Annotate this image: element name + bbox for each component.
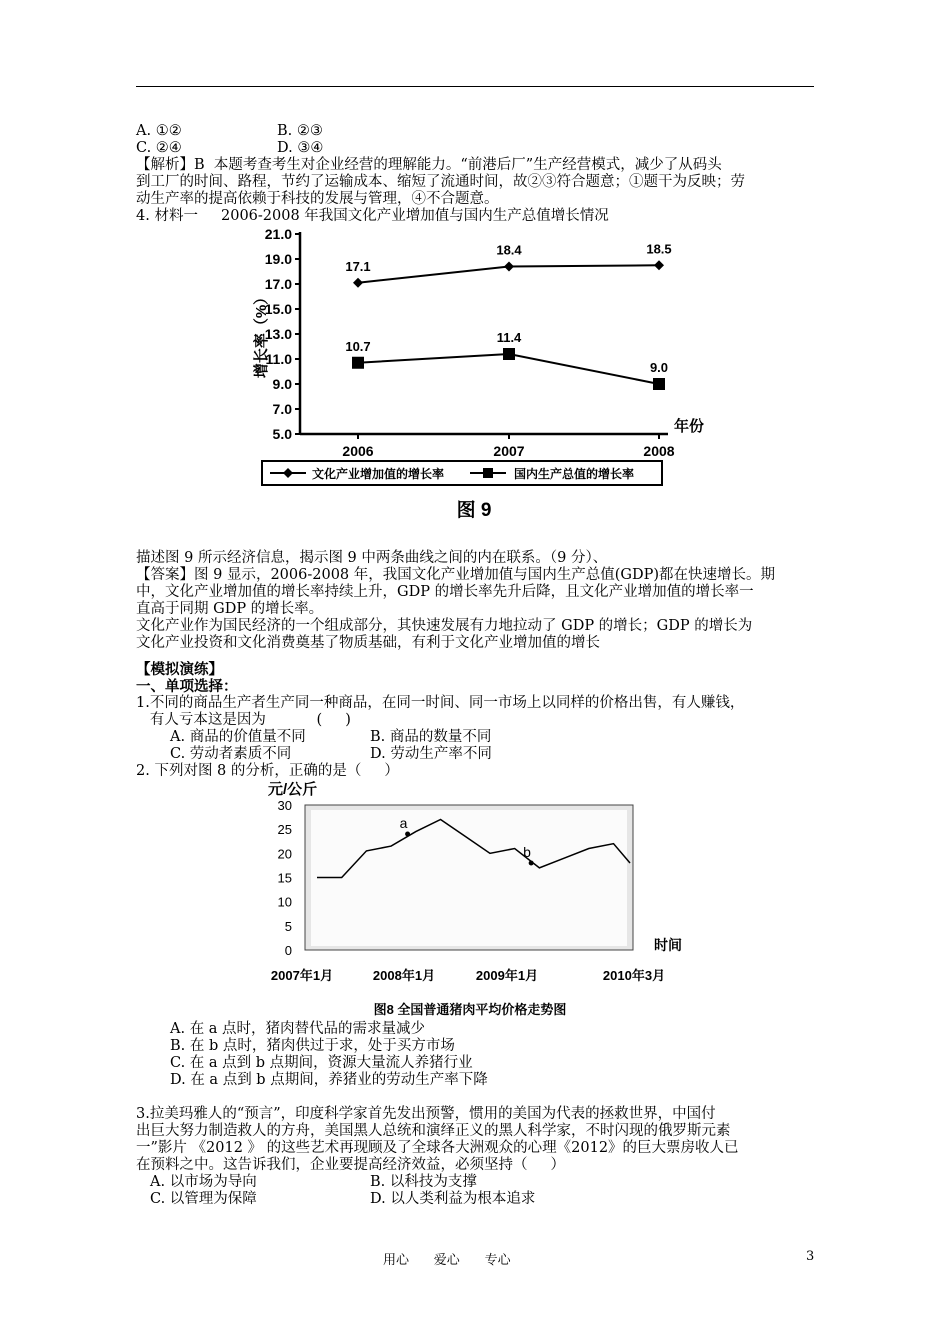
y-tick-label: 30	[277, 798, 292, 813]
point-b-label: b	[523, 844, 531, 860]
q4-prompt: 描述图 9 所示经济信息，揭示图 9 中两条曲线之间的内在联系。（9 分）、	[136, 550, 608, 566]
q3-option-a: A. ①②	[136, 123, 182, 139]
y-tick-label: 13.0	[264, 326, 292, 342]
section-title: 【模拟演练】	[136, 661, 223, 678]
y-tick-label: 15.0	[264, 301, 292, 317]
legend-label-culture: 文化产业增加值的增长率	[312, 467, 445, 481]
m1-option-b: B. 商品的数量不同	[370, 729, 492, 745]
q4-answer-line: 【答案】图 9 显示，2006-2008 年，我国文化产业增加值与国内生产总值(GDP)都在快速增长。期	[136, 567, 776, 583]
diamond-marker	[353, 278, 363, 288]
y-tick-label: 17.0	[264, 276, 292, 292]
x-tick-label: 2007	[493, 443, 525, 459]
y-tick-label: 25	[277, 822, 292, 838]
y-tick-label: 0	[284, 943, 292, 958]
m2-stem: 2. 下列对图 8 的分析，正确的是（ ）	[136, 763, 399, 779]
m3-option-c: C. 以管理为保障	[150, 1191, 257, 1207]
plot-inner	[311, 810, 627, 946]
q3-analysis-line: 【解析】B 本题考查考生对企业经营的理解能力。“前港后厂”生产经营模式，减少了从码头	[136, 157, 722, 173]
x-tick-label: 2008年1月	[372, 968, 436, 983]
y-tick-label: 20	[277, 846, 292, 862]
x-tick-label: 2009年1月	[475, 968, 539, 983]
y-tick-label: 15	[277, 870, 292, 886]
m3-option-d: D. 以人类利益为根本追求	[370, 1191, 536, 1207]
y-tick-label: 7.0	[272, 401, 292, 417]
figure-9-chart	[228, 224, 728, 530]
m3-option-b: B. 以科技为支撑	[370, 1174, 477, 1190]
figure-9-caption: 图 9	[456, 500, 492, 521]
m3-stem-line: 出巨大努力制造救人的方舟，美国黑人总统和演绎正义的黑人科学家，不时闪现的俄罗斯元素	[136, 1123, 731, 1139]
footer-motto: 用心 爱心 专心	[383, 1253, 511, 1268]
point-a-label: a	[399, 815, 408, 831]
q3-option-d: D. ③④	[277, 140, 324, 156]
y-tick-label: 11.0	[265, 351, 292, 367]
diamond-marker	[504, 262, 514, 272]
m1-option-c: C. 劳动者素质不同	[170, 746, 292, 762]
m1-stem-line: 1.不同的商品生产者生产同一种商品，在同一时间、同一市场上以同样的价格出售，有人赚钱，	[136, 695, 745, 711]
q4-title: 4. 材料一 2006-2008 年我国文化产业增加值与国内生产总值增长情况	[136, 208, 609, 224]
q4-answer-line: 文化产业投资和文化消费奠基了物质基础，有利于文化产业增加值的增长	[136, 635, 600, 651]
q3-analysis-line: 动生产率的提高依赖于科技的发展与管理，④不合题意。	[136, 191, 499, 207]
x-tick-label: 2006	[342, 443, 374, 459]
figure-8-chart	[262, 776, 702, 1022]
diamond-marker	[654, 260, 664, 270]
m3-stem-line: 3.拉美玛雅人的“预言”，印度科学家首先发出预警，惯用的美国为代表的拯救世界，中国付	[136, 1106, 716, 1122]
m2-option-b: B. 在 b 点时，猪肉供过于求，处于买方市场	[170, 1038, 455, 1054]
legend-square-marker	[483, 468, 493, 478]
m1-stem-line: 有人亏本这是因为 ( )	[136, 712, 351, 728]
point-b-marker	[529, 861, 534, 866]
data-label: 9.0	[649, 360, 669, 375]
x-axis-label: 时间	[654, 937, 682, 953]
m2-option-c: C. 在 a 点到 b 点期间，资源大量流人养猪行业	[170, 1055, 473, 1071]
section-subtitle: 一、单项选择：	[136, 678, 238, 695]
q4-answer-line: 直高于同期 GDP 的增长率。	[136, 601, 324, 617]
m3-stem-line: 一”影片 《2012 》 的这些艺术再现顾及了全球各大洲观众的心理《2012》的巨大票房收人已	[136, 1140, 739, 1156]
y-tick-label: 19.0	[264, 251, 292, 267]
q3-analysis-line: 到工厂的时间、路程，节约了运输成本、缩短了流通时间，故②③符合题意；①题干为反映；劳	[136, 174, 745, 190]
m3-option-a: A. 以市场为导向	[150, 1174, 257, 1190]
square-marker	[352, 357, 364, 369]
m2-option-d: D. 在 a 点到 b 点期间，养猪业的劳动生产率下降	[170, 1072, 488, 1088]
q3-option-c: C. ②④	[136, 140, 182, 156]
header-rule	[136, 86, 814, 87]
square-marker	[653, 378, 665, 390]
y-tick-label: 10	[277, 894, 292, 910]
x-tick-label: 2008	[643, 443, 675, 459]
y-axis-label: 增长率（%）	[253, 289, 270, 379]
m1-option-d: D. 劳动生产率不同	[370, 746, 492, 762]
y-tick-label: 5.0	[272, 426, 292, 442]
m2-option-a: A. 在 a 点时，猪肉替代品的需求量减少	[170, 1021, 426, 1037]
legend-diamond-marker	[283, 468, 293, 478]
q4-answer-line: 文化产业作为国民经济的一个组成部分，其快速发展有力地拉动了 GDP 的增长；GDP 的增长为	[136, 618, 753, 634]
q4-answer-line: 中，文化产业增加值的增长率持续上升，GDP 的增长率先升后降，且文化产业增加值的增长率一	[136, 584, 754, 600]
data-label: 17.1	[345, 258, 371, 274]
legend-label-gdp: 国内生产总值的增长率	[514, 467, 635, 481]
data-label: 18.4	[496, 242, 522, 258]
x-tick-label: 2007年1月	[270, 968, 334, 983]
m3-stem-line: 在预料之中。这告诉我们，企业要提高经济效益，必须坚持（ ）	[136, 1157, 566, 1173]
y-axis-unit: 元/公斤	[268, 781, 318, 798]
square-marker	[503, 348, 515, 360]
y-tick-label: 21.0	[264, 226, 292, 242]
y-tick-label: 9.0	[272, 376, 292, 392]
figure-8-caption: 图8 全国普通猪肉平均价格走势图	[373, 1002, 567, 1017]
page-number: 3	[806, 1249, 815, 1264]
x-tick-label: 2010年3月	[602, 968, 666, 983]
data-label: 11.4	[496, 330, 522, 345]
point-a-marker	[405, 832, 410, 837]
data-label: 10.7	[345, 338, 371, 354]
q3-option-b: B. ②③	[277, 123, 323, 139]
x-axis-label: 年份	[674, 418, 705, 435]
m1-option-a: A. 商品的价值量不同	[170, 729, 306, 745]
y-tick-label: 5	[284, 918, 292, 934]
data-label: 18.5	[646, 241, 672, 257]
